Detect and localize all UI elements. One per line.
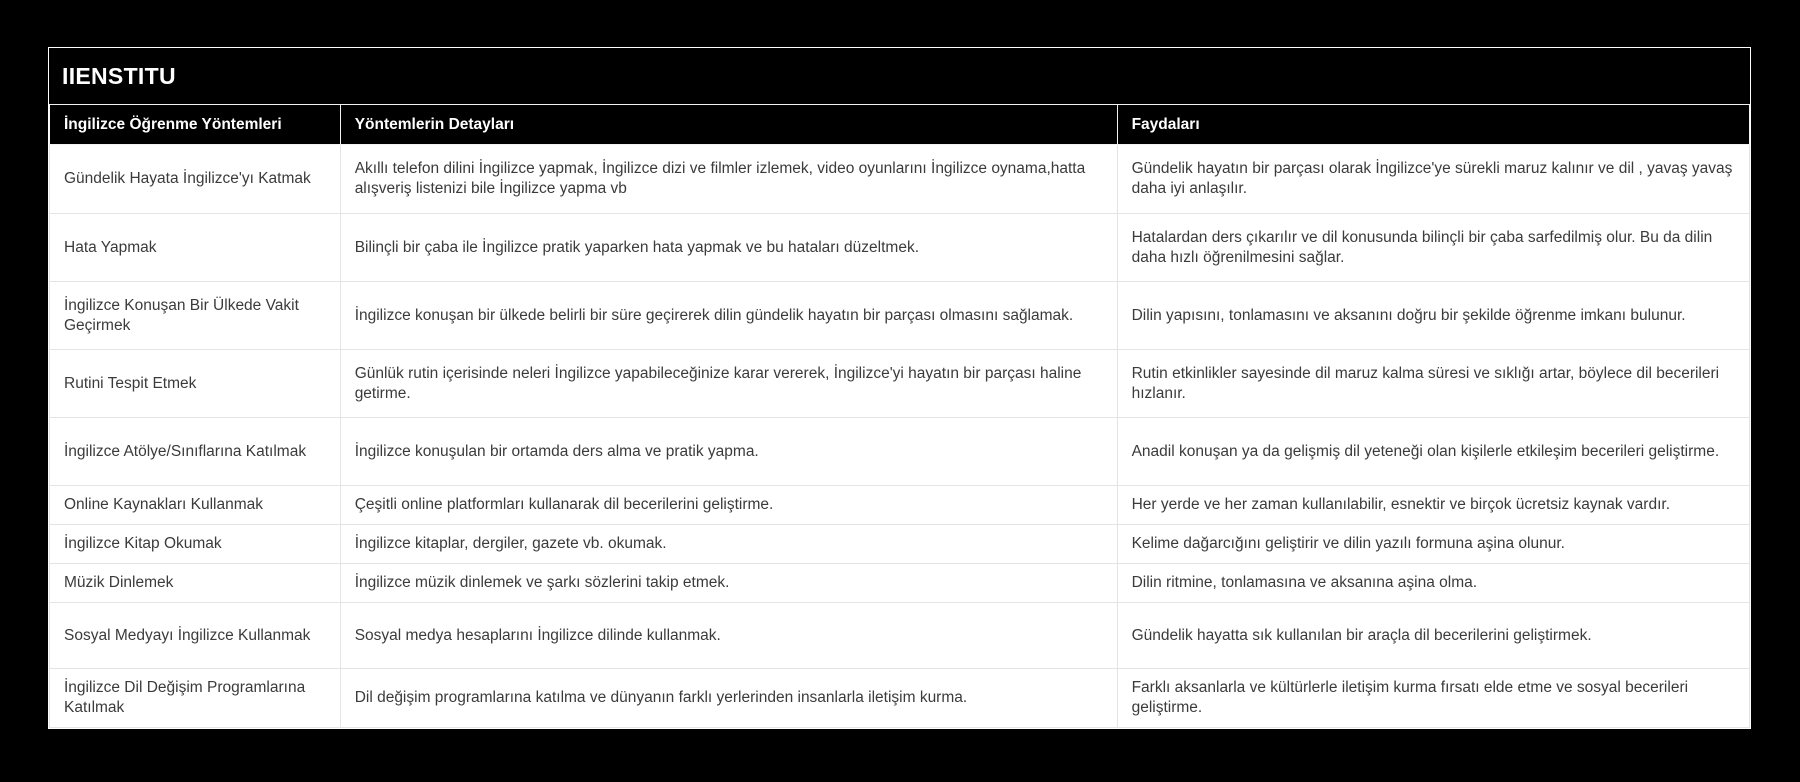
method-cell: Sosyal Medyayı İngilizce Kullanmak <box>50 603 341 669</box>
english-learning-methods-table <box>49 104 1750 728</box>
column-header-benefits: Faydaları <box>1117 105 1749 145</box>
table-row <box>50 282 1750 350</box>
detail-cell: Bilinçli bir çaba ile İngilizce pratik yaparken hata yapmak ve bu hataları düzeltmek. <box>340 214 1117 282</box>
detail-cell: Dil değişim programlarına katılma ve dünyanın farklı yerlerinden insanlarla iletişim kurma. <box>340 669 1117 728</box>
card-title-bar <box>49 48 1750 104</box>
benefit-cell: Rutin etkinlikler sayesinde dil maruz kalma süresi ve sıklığı artar, böylece dil becerileri hızlanır. <box>1117 350 1749 418</box>
method-cell: İngilizce Konuşan Bir Ülkede Vakit Geçirmek <box>50 282 341 350</box>
benefit-cell: Dilin yapısını, tonlamasını ve aksanını doğru bir şekilde öğrenme imkanı bulunur. <box>1117 282 1749 350</box>
table-header-row <box>50 105 1750 145</box>
method-cell: Rutini Tespit Etmek <box>50 350 341 418</box>
method-cell: Hata Yapmak <box>50 214 341 282</box>
method-cell: Online Kaynakları Kullanmak <box>50 486 341 525</box>
detail-cell: İngilizce konuşan bir ülkede belirli bir süre geçirerek dilin gündelik hayatın bir parçası olmasını sağlamak. <box>340 282 1117 350</box>
benefit-cell: Dilin ritmine, tonlamasına ve aksanına aşina olma. <box>1117 564 1749 603</box>
column-header-methods: İngilizce Öğrenme Yöntemleri <box>50 105 341 145</box>
detail-cell: Günlük rutin içerisinde neleri İngilizce yapabileceğinize karar vererek, İngilizce'yi hayatın bir parçası haline getirme. <box>340 350 1117 418</box>
table-row <box>50 486 1750 525</box>
table-row <box>50 525 1750 564</box>
benefit-cell: Farklı aksanlarla ve kültürlerle iletişim kurma fırsatı elde etme ve sosyal becerileri geliştirme. <box>1117 669 1749 728</box>
benefit-cell: Her yerde ve her zaman kullanılabilir, esnektir ve birçok ücretsiz kaynak vardır. <box>1117 486 1749 525</box>
methods-table-card <box>48 47 1751 729</box>
detail-cell: İngilizce kitaplar, dergiler, gazete vb. okumak. <box>340 525 1117 564</box>
detail-cell: İngilizce konuşulan bir ortamda ders alma ve pratik yapma. <box>340 418 1117 486</box>
table-row <box>50 350 1750 418</box>
method-cell: İngilizce Kitap Okumak <box>50 525 341 564</box>
benefit-cell: Anadil konuşan ya da gelişmiş dil yeteneği olan kişilerle etkileşim becerileri geliştirme. <box>1117 418 1749 486</box>
table-row <box>50 145 1750 214</box>
detail-cell: Akıllı telefon dilini İngilizce yapmak, İngilizce dizi ve filmler izlemek, video oyunlarını İngilizce oynama,hatta alışveriş listenizi bile İngilizce yapma vb <box>340 145 1117 214</box>
method-cell: Müzik Dinlemek <box>50 564 341 603</box>
detail-cell: Sosyal medya hesaplarını İngilizce dilinde kullanmak. <box>340 603 1117 669</box>
table-row <box>50 418 1750 486</box>
benefit-cell: Kelime dağarcığını geliştirir ve dilin yazılı formuna aşina olunur. <box>1117 525 1749 564</box>
brand-title: IIENSTITU <box>62 62 176 89</box>
detail-cell: İngilizce müzik dinlemek ve şarkı sözlerini takip etmek. <box>340 564 1117 603</box>
table-row <box>50 669 1750 728</box>
benefit-cell: Gündelik hayatın bir parçası olarak İngilizce'ye sürekli maruz kalınır ve dil , yavaş yavaş daha iyi anlaşılır. <box>1117 145 1749 214</box>
table-row <box>50 564 1750 603</box>
detail-cell: Çeşitli online platformları kullanarak dil becerilerini geliştirme. <box>340 486 1117 525</box>
table-body <box>50 145 1750 728</box>
table-row <box>50 214 1750 282</box>
benefit-cell: Gündelik hayatta sık kullanılan bir araçla dil becerilerini geliştirmek. <box>1117 603 1749 669</box>
method-cell: İngilizce Dil Değişim Programlarına Katılmak <box>50 669 341 728</box>
table-row <box>50 603 1750 669</box>
benefit-cell: Hatalardan ders çıkarılır ve dil konusunda bilinçli bir çaba sarfedilmiş olur. Bu da dilin daha hızlı öğrenilmesini sağlar. <box>1117 214 1749 282</box>
method-cell: İngilizce Atölye/Sınıflarına Katılmak <box>50 418 341 486</box>
column-header-details: Yöntemlerin Detayları <box>340 105 1117 145</box>
method-cell: Gündelik Hayata İngilizce'yı Katmak <box>50 145 341 214</box>
